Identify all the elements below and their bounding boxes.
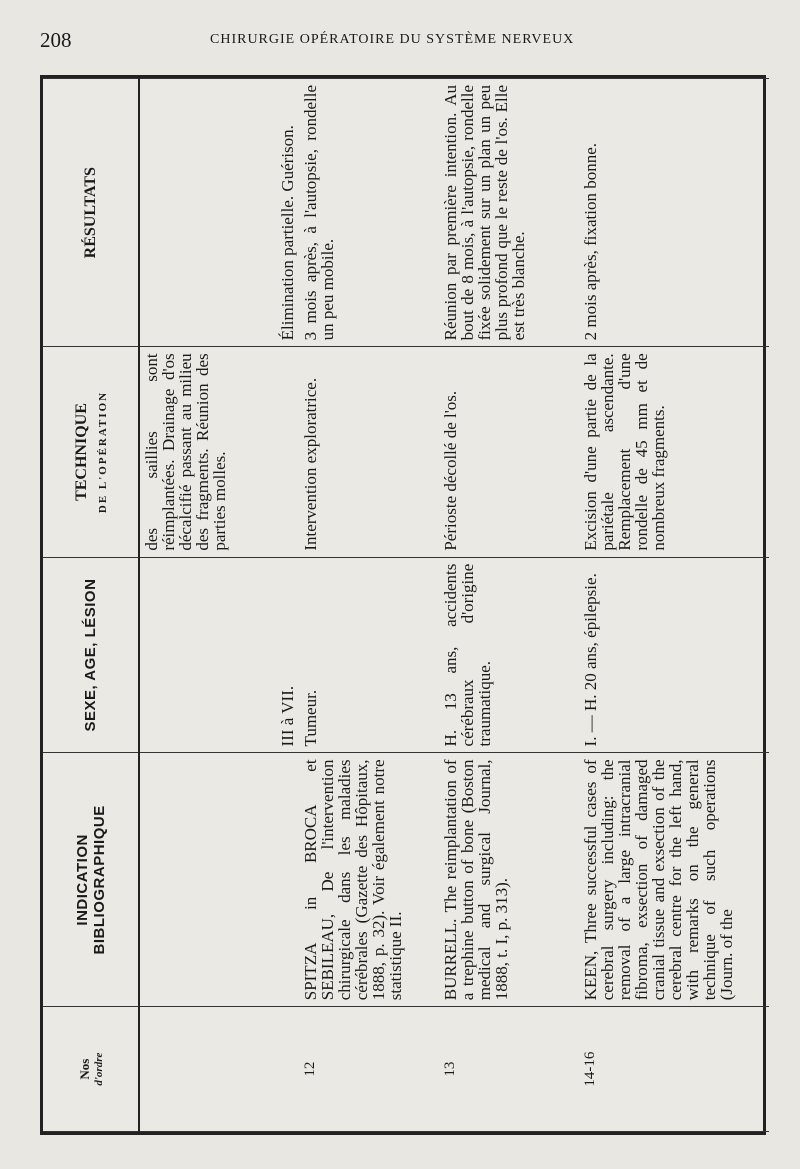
col-header-technique (43, 347, 139, 557)
cell-sexe: I. — H. 20 ans, épilepsie. (579, 557, 769, 753)
cell-resultats: Élimination partielle. Guérison. (139, 79, 299, 347)
col-header-indication: INDICATION BIBLIOGRAPHIQUE (43, 753, 139, 1007)
col-header-sexe: SEXE, AGE, LÉSION (43, 557, 139, 753)
col-header-num-label: Nos (76, 1058, 92, 1080)
cell-num: 14-16 (579, 1007, 769, 1132)
page-header (0, 24, 800, 54)
col-header-num-sublabel: d'ordre (92, 1052, 105, 1086)
cell-resultats: Réunion par première intention. Au bout de 8 mois, à l'autopsie, rondelle fixée solidement sur un plan un peu plus profond que le reste de l'os. Elle est très blanche. (439, 79, 579, 347)
col-header-resultats: RÉSULTATS (43, 79, 139, 347)
col-header-num (43, 1007, 139, 1132)
cell-indication (139, 753, 299, 1007)
cell-indication: BURRELL. The reimplantation of a trephine button of bone (Boston medical and surgical Journal, 1888, t. I, p. 313). (439, 753, 579, 1007)
cell-num: 13 (439, 1007, 579, 1132)
cell-resultats: 2 mois après, fixation bonne. (579, 79, 769, 347)
cell-indication: SPITZA in BROCA et SEBILEAU, De l'intervention chirurgicale dans les maladies cérébrales (Gazette des Hôpitaux, 1888, p. 32). Voir également notre statistique II. (299, 753, 439, 1007)
running-title: CHIRURGIE OPÉRATOIRE DU SYSTÈME NERVEUX (210, 32, 575, 47)
cell-technique: des saillies sont réimplantées. Drainage d'os décalcifié passant au milieu des fragments. Réunion des parties molles. (139, 347, 299, 557)
cell-num (139, 1007, 299, 1132)
table-row (299, 79, 439, 1132)
cell-indication: KEEN, Three successful cases of cerebral surgery including: the removal of a large intracranial fibroma, exsection of damaged cranial tissue and exsection of the cerebral centre for the left hand, with remarks on the general technique of such operations (Journ. of the (579, 753, 769, 1007)
bibliography-table (40, 75, 766, 1135)
cell-sexe: Tumeur. (299, 557, 439, 753)
cell-resultats: 3 mois après, à l'autopsie, rondelle un peu mobile. (299, 79, 439, 347)
cell-technique: Intervention exploratrice. (299, 347, 439, 557)
page-number: 208 (40, 28, 72, 52)
cell-sexe: III à VII. (139, 557, 299, 753)
col-header-technique-label: TECHNIQUE (72, 403, 90, 501)
table-row (579, 79, 769, 1132)
col-header-technique-sublabel: DE L'OPÉRATION (96, 390, 109, 514)
table-row (439, 79, 579, 1132)
cell-technique: Périoste décollé de l'os. (439, 347, 579, 557)
cell-sexe: H. 13 ans, accidents cérébraux d'origine traumatique. (439, 557, 579, 753)
table-row (139, 79, 299, 1132)
table-header-row (43, 79, 139, 1132)
cell-num: 12 (299, 1007, 439, 1132)
cell-technique: Excision d'une partie de la pariétale ascendante. Remplacement d'une rondelle de 45 mm et de nombreux fragments. (579, 347, 769, 557)
